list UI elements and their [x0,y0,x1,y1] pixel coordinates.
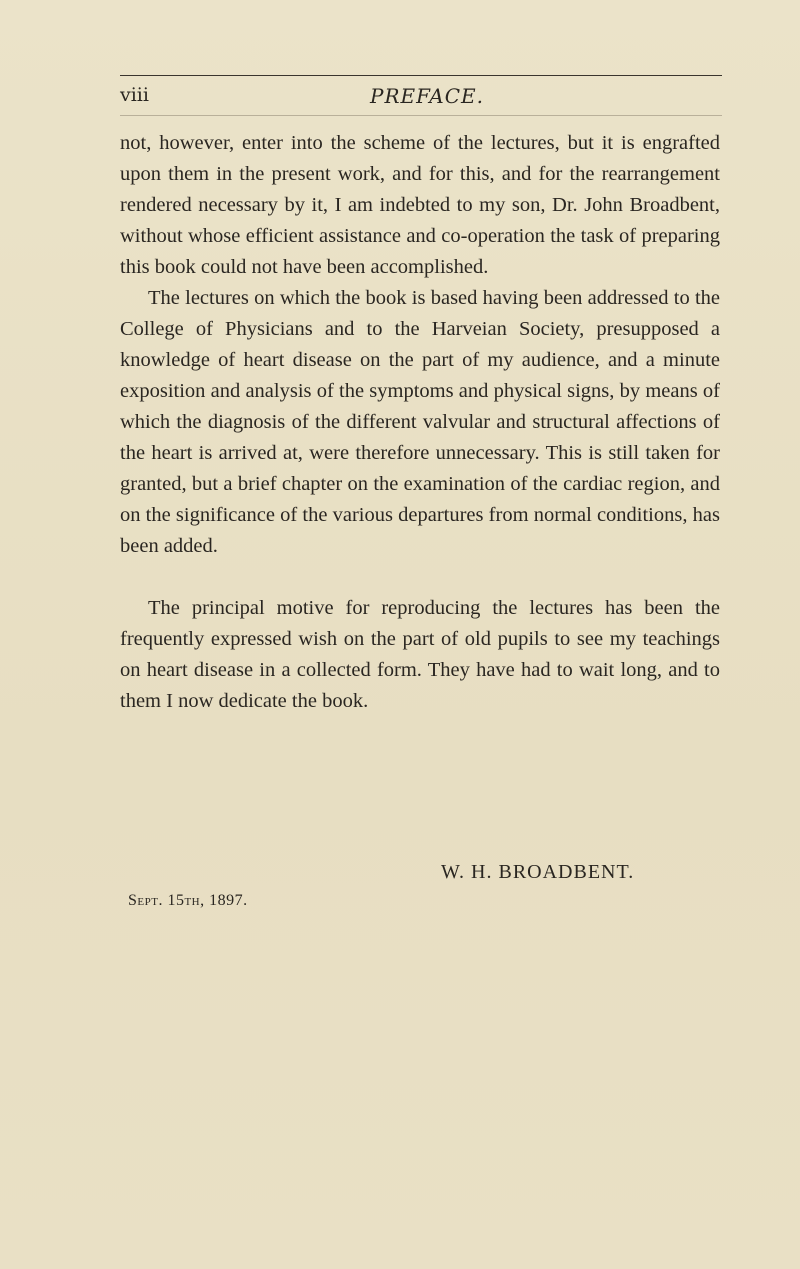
page-number: viii [120,84,149,106]
preface-body [120,128,720,717]
page-header [120,84,722,114]
header-rule-top [120,75,722,76]
running-head: PREFACE. [370,84,484,108]
paragraph-3: The principal motive for reproducing the lectures has been the frequently expressed wish on the part of old pupils to see my teachings on heart disease in a collected form. They have had to wait long, and to them I now dedicate the book. [120,597,720,712]
header-rule-bottom [120,115,722,116]
paragraph-1: not, however, enter into the scheme of the lectures, but it is engrafted upon them in the present work, and for this, and for the rearrangement rendered necessary by it, I am indebted to my son, Dr. John Broadbent, without whose efficient assistance and co-operation the task of preparing this book could not have been accomplished. [120,132,720,278]
preface-date: Sept. 15th, 1897. [128,892,248,909]
author-signature: W. H. BROADBENT. [441,861,635,883]
paragraph-2: The lectures on which the book is based having been addressed to the College of Physicians and to the Harveian Society, presupposed a knowledge of heart disease on the part of my audience, and a minute exposition and analysis of the symptoms and physical signs, by means of which the diagnosis of the different valvular and structural affections of the heart is arrived at, were therefore unnecessary. This is still taken for granted, but a brief chapter on the examination of the cardiac region, and on the significance of the various departures from normal conditions, has been added. [120,287,720,557]
